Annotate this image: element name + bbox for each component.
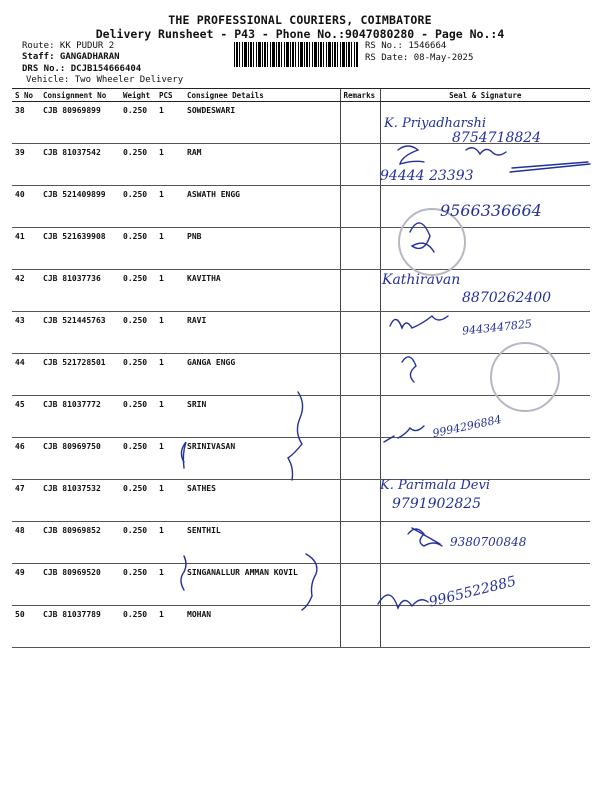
row-consignee: RAVI: [184, 312, 340, 354]
row-consignee: SENTHIL: [184, 522, 340, 564]
row-weight: 0.250: [120, 522, 156, 564]
row-pcs: 1: [156, 522, 184, 564]
row-consignment: CJB 81037772: [40, 396, 120, 438]
row-consignment: CJB 81037532: [40, 480, 120, 522]
handwritten-phone: 8754718824: [452, 130, 542, 146]
row-pcs: 1: [156, 354, 184, 396]
row-weight: 0.250: [120, 270, 156, 312]
row-consignee: SRINIVASAN: [184, 438, 340, 480]
row-sno: 38: [12, 102, 40, 144]
col-pcs: PCS: [156, 89, 184, 102]
row-weight: 0.250: [120, 228, 156, 270]
row-consignment: CJB 521728501: [40, 354, 120, 396]
row-sno: 47: [12, 480, 40, 522]
row-sno: 48: [12, 522, 40, 564]
row-pcs: 1: [156, 144, 184, 186]
handwritten-phone: 94444 23393: [380, 168, 474, 184]
row-weight: 0.250: [120, 354, 156, 396]
signature-mark: [384, 426, 424, 442]
col-weight: Weight: [120, 89, 156, 102]
signature-mark: [378, 595, 428, 608]
row-pcs: 1: [156, 606, 184, 648]
bracket-mark: [181, 442, 186, 468]
vehicle-label: Vehicle: Two Wheeler Delivery: [26, 75, 184, 85]
signature-mark: [398, 146, 424, 164]
row-consignee: MOHAN: [184, 606, 340, 648]
row-pcs: 1: [156, 186, 184, 228]
rs-number: RS No.: 1546664: [365, 41, 447, 51]
row-sno: 42: [12, 270, 40, 312]
drs-label: DRS No.: DCJB154666404: [22, 64, 142, 74]
signature-mark: [466, 148, 506, 155]
row-pcs: 1: [156, 228, 184, 270]
row-consignee: PNB: [184, 228, 340, 270]
bracket-mark: [181, 556, 186, 590]
runsheet-subtitle: Delivery Runsheet - P43 - Phone No.:9047080280 - Page No.:4: [95, 27, 505, 41]
row-pcs: 1: [156, 102, 184, 144]
row-weight: 0.250: [120, 564, 156, 606]
handwritten-phone: 9791902825: [392, 496, 482, 512]
row-sno: 39: [12, 144, 40, 186]
row-consignment: CJB 521639908: [40, 228, 120, 270]
row-weight: 0.250: [120, 102, 156, 144]
row-sno: 45: [12, 396, 40, 438]
row-consignment: CJB 521409899: [40, 186, 120, 228]
row-pcs: 1: [156, 564, 184, 606]
row-sno: 40: [12, 186, 40, 228]
row-pcs: 1: [156, 396, 184, 438]
handwritten-phone: 9965522885: [427, 573, 518, 611]
row-consignment: CJB 521445763: [40, 312, 120, 354]
row-consignee: RAM: [184, 144, 340, 186]
signature-mark: [408, 528, 442, 546]
row-sno: 50: [12, 606, 40, 648]
row-weight: 0.250: [120, 480, 156, 522]
row-pcs: 1: [156, 438, 184, 480]
rs-date: RS Date: 08-May-2025: [365, 53, 474, 63]
row-sno: 44: [12, 354, 40, 396]
row-pcs: 1: [156, 312, 184, 354]
row-pcs: 1: [156, 480, 184, 522]
row-pcs: 1: [156, 270, 184, 312]
row-weight: 0.250: [120, 438, 156, 480]
row-consignment: CJB 80969852: [40, 522, 120, 564]
handwritten-phone: 8870262400: [462, 290, 552, 306]
row-consignment: CJB 81037542: [40, 144, 120, 186]
handwritten-phone: 9443447825: [461, 317, 533, 338]
signature-mark: [510, 162, 590, 172]
row-consignee: SINGANALLUR AMMAN KOVIL: [184, 564, 340, 606]
col-consignment: Consignment No: [40, 89, 120, 102]
row-consignee: KAVITHA: [184, 270, 340, 312]
row-consignment: CJB 80969520: [40, 564, 120, 606]
col-remarks: Remarks: [340, 89, 380, 102]
row-weight: 0.250: [120, 312, 156, 354]
row-consignee: ASWATH ENGG: [184, 186, 340, 228]
row-consignment: CJB 80969899: [40, 102, 120, 144]
runsheet-title: THE PROFESSIONAL COURIERS, COIMBATORE: [168, 13, 432, 27]
row-consignment: CJB 80969750: [40, 438, 120, 480]
row-consignee: SRIN: [184, 396, 340, 438]
row-sno: 43: [12, 312, 40, 354]
col-signature: Seal & Signature: [380, 89, 590, 102]
col-consignee: Consignee Details: [184, 89, 340, 102]
row-weight: 0.250: [120, 396, 156, 438]
row-weight: 0.250: [120, 144, 156, 186]
row-consignee: SATHES: [184, 480, 340, 522]
col-sno: S No: [12, 89, 40, 102]
handwritten-name: K. Priyadharshi: [384, 116, 487, 131]
row-consignment: CJB 81037736: [40, 270, 120, 312]
row-sno: 49: [12, 564, 40, 606]
row-sno: 41: [12, 228, 40, 270]
handwritten-phone: 9566336664: [440, 201, 542, 220]
signature-mark: [402, 357, 416, 382]
route-label: Route: KK PUDUR 2: [22, 41, 115, 51]
handwritten-name: Kathiravan: [382, 272, 461, 288]
handwritten-name: K. Parimala Devi: [380, 478, 490, 493]
row-consignment: CJB 81037789: [40, 606, 120, 648]
row-sno: 46: [12, 438, 40, 480]
row-weight: 0.250: [120, 606, 156, 648]
row-consignee: GANGA ENGG: [184, 354, 340, 396]
signature-mark: [410, 223, 434, 252]
staff-label: Staff: GANGADHARAN: [22, 52, 120, 62]
signature-mark: [390, 316, 448, 328]
row-weight: 0.250: [120, 186, 156, 228]
handwritten-phone: 9380700848: [450, 535, 527, 549]
handwritten-phone: 9994296884: [431, 412, 503, 441]
bracket-mark: [288, 392, 303, 480]
bracket-mark: [302, 554, 317, 610]
row-consignee: SOWDESWARI: [184, 102, 340, 144]
